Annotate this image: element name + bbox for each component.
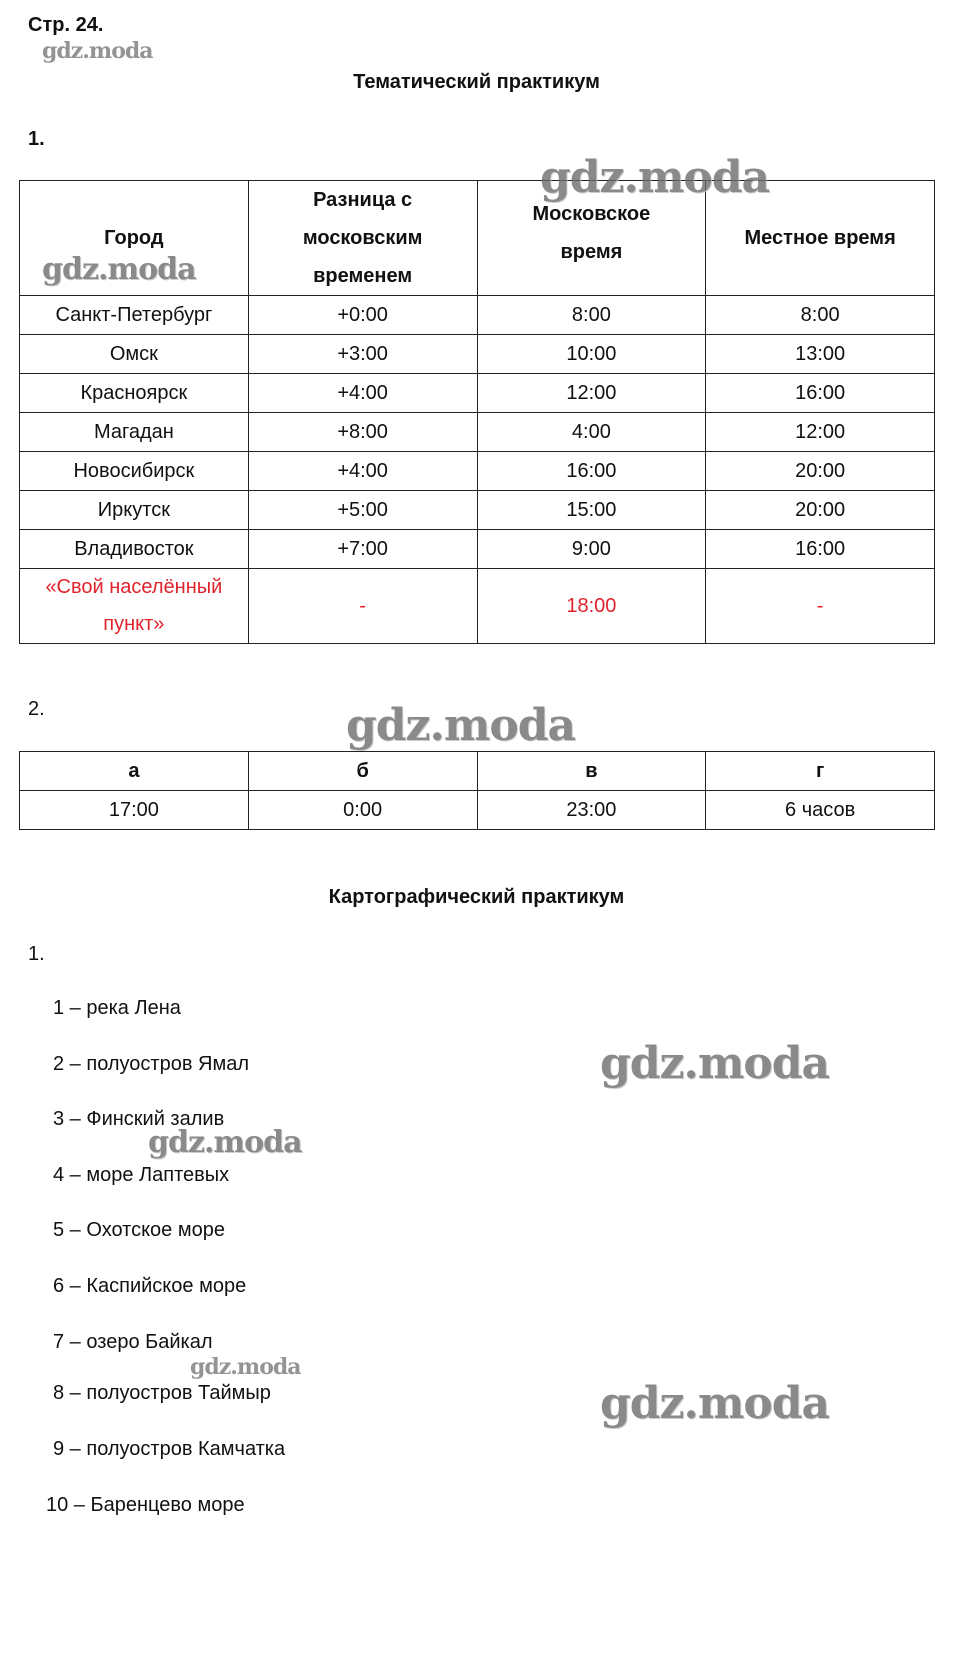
cell-moscow-time: 15:00 <box>477 491 706 530</box>
header-moscow-time: Московское время <box>477 181 706 296</box>
table-row <box>20 335 935 374</box>
task-number: 2. <box>28 698 45 720</box>
watermark-logo: gdz.moda <box>540 152 770 203</box>
cell-local-time: 16:00 <box>706 374 935 413</box>
table-header-row <box>20 752 935 791</box>
table-row-own-place <box>20 569 935 644</box>
answer-v: 23:00 <box>477 791 706 830</box>
watermark-logo: gdz.moda <box>346 700 576 751</box>
answer-g: 6 часов <box>706 791 935 830</box>
watermark-logo: gdz.moda <box>600 1038 830 1089</box>
header-a: а <box>20 752 249 791</box>
page-label: Стр. 24. <box>28 14 104 36</box>
watermark-logo: gdz.moda <box>42 252 196 287</box>
watermark-logo: gdz.moda <box>42 38 153 64</box>
header-b: б <box>248 752 477 791</box>
cell-city: Новосибирск <box>20 452 249 491</box>
cell-moscow-time: 16:00 <box>477 452 706 491</box>
own-place-moscow: 18:00 <box>477 569 706 644</box>
cell-difference: +4:00 <box>248 452 477 491</box>
cell-difference: +0:00 <box>248 296 477 335</box>
task-number: 1. <box>28 943 45 965</box>
table-row <box>20 791 935 830</box>
watermark-logo: gdz.moda <box>190 1354 301 1380</box>
table-row <box>20 530 935 569</box>
own-place-local: - <box>706 569 935 644</box>
cell-moscow-time: 4:00 <box>477 413 706 452</box>
list-item: 7 – озеро Байкал <box>53 1331 213 1353</box>
table-row <box>20 374 935 413</box>
cell-city: Омск <box>20 335 249 374</box>
cell-city: Владивосток <box>20 530 249 569</box>
cell-city: Санкт-Петербург <box>20 296 249 335</box>
cell-local-time: 16:00 <box>706 530 935 569</box>
answer-a: 17:00 <box>20 791 249 830</box>
header-difference: Разница с московским временем <box>248 181 477 296</box>
list-item: 4 – море Лаптевых <box>53 1164 230 1186</box>
table-row <box>20 452 935 491</box>
header-v: в <box>477 752 706 791</box>
cell-moscow-time: 10:00 <box>477 335 706 374</box>
list-item: 5 – Охотское море <box>53 1219 225 1241</box>
table-row <box>20 491 935 530</box>
time-zones-table <box>19 180 935 644</box>
cell-moscow-time: 12:00 <box>477 374 706 413</box>
cell-difference: +4:00 <box>248 374 477 413</box>
cell-difference: +7:00 <box>248 530 477 569</box>
list-item: 8 – полуостров Таймыр <box>53 1382 271 1404</box>
cell-moscow-time: 9:00 <box>477 530 706 569</box>
list-item: 1 – река Лена <box>53 997 181 1019</box>
header-local-time: Местное время <box>706 181 935 296</box>
list-item: 2 – полуостров Ямал <box>53 1053 249 1075</box>
table-row <box>20 296 935 335</box>
task-number: 1. <box>28 128 45 150</box>
answers-table <box>19 751 935 830</box>
cell-local-time: 12:00 <box>706 413 935 452</box>
cell-city: Иркутск <box>20 491 249 530</box>
cell-city: Магадан <box>20 413 249 452</box>
list-item: 9 – полуостров Камчатка <box>53 1438 286 1460</box>
watermark-logo: gdz.moda <box>148 1125 302 1160</box>
list-item: 3 – Финский залив <box>53 1108 225 1130</box>
cell-local-time: 20:00 <box>706 452 935 491</box>
section-title-cartographic: Картографический практикум <box>328 886 625 908</box>
own-place-diff: - <box>248 569 477 644</box>
list-item: 6 – Каспийское море <box>53 1275 247 1297</box>
watermark-logo: gdz.moda <box>600 1378 830 1429</box>
cell-moscow-time: 8:00 <box>477 296 706 335</box>
own-place-city: «Свой населённый пункт» <box>20 569 249 644</box>
cell-city: Красноярск <box>20 374 249 413</box>
answer-b: 0:00 <box>248 791 477 830</box>
header-city: Город <box>20 181 249 296</box>
cell-difference: +5:00 <box>248 491 477 530</box>
list-item: 10 – Баренцево море <box>46 1494 245 1516</box>
cell-local-time: 8:00 <box>706 296 935 335</box>
cell-local-time: 13:00 <box>706 335 935 374</box>
header-g: г <box>706 752 935 791</box>
cell-difference: +8:00 <box>248 413 477 452</box>
table-row <box>20 413 935 452</box>
cell-local-time: 20:00 <box>706 491 935 530</box>
section-title-thematic: Тематический практикум <box>353 71 600 93</box>
cell-difference: +3:00 <box>248 335 477 374</box>
